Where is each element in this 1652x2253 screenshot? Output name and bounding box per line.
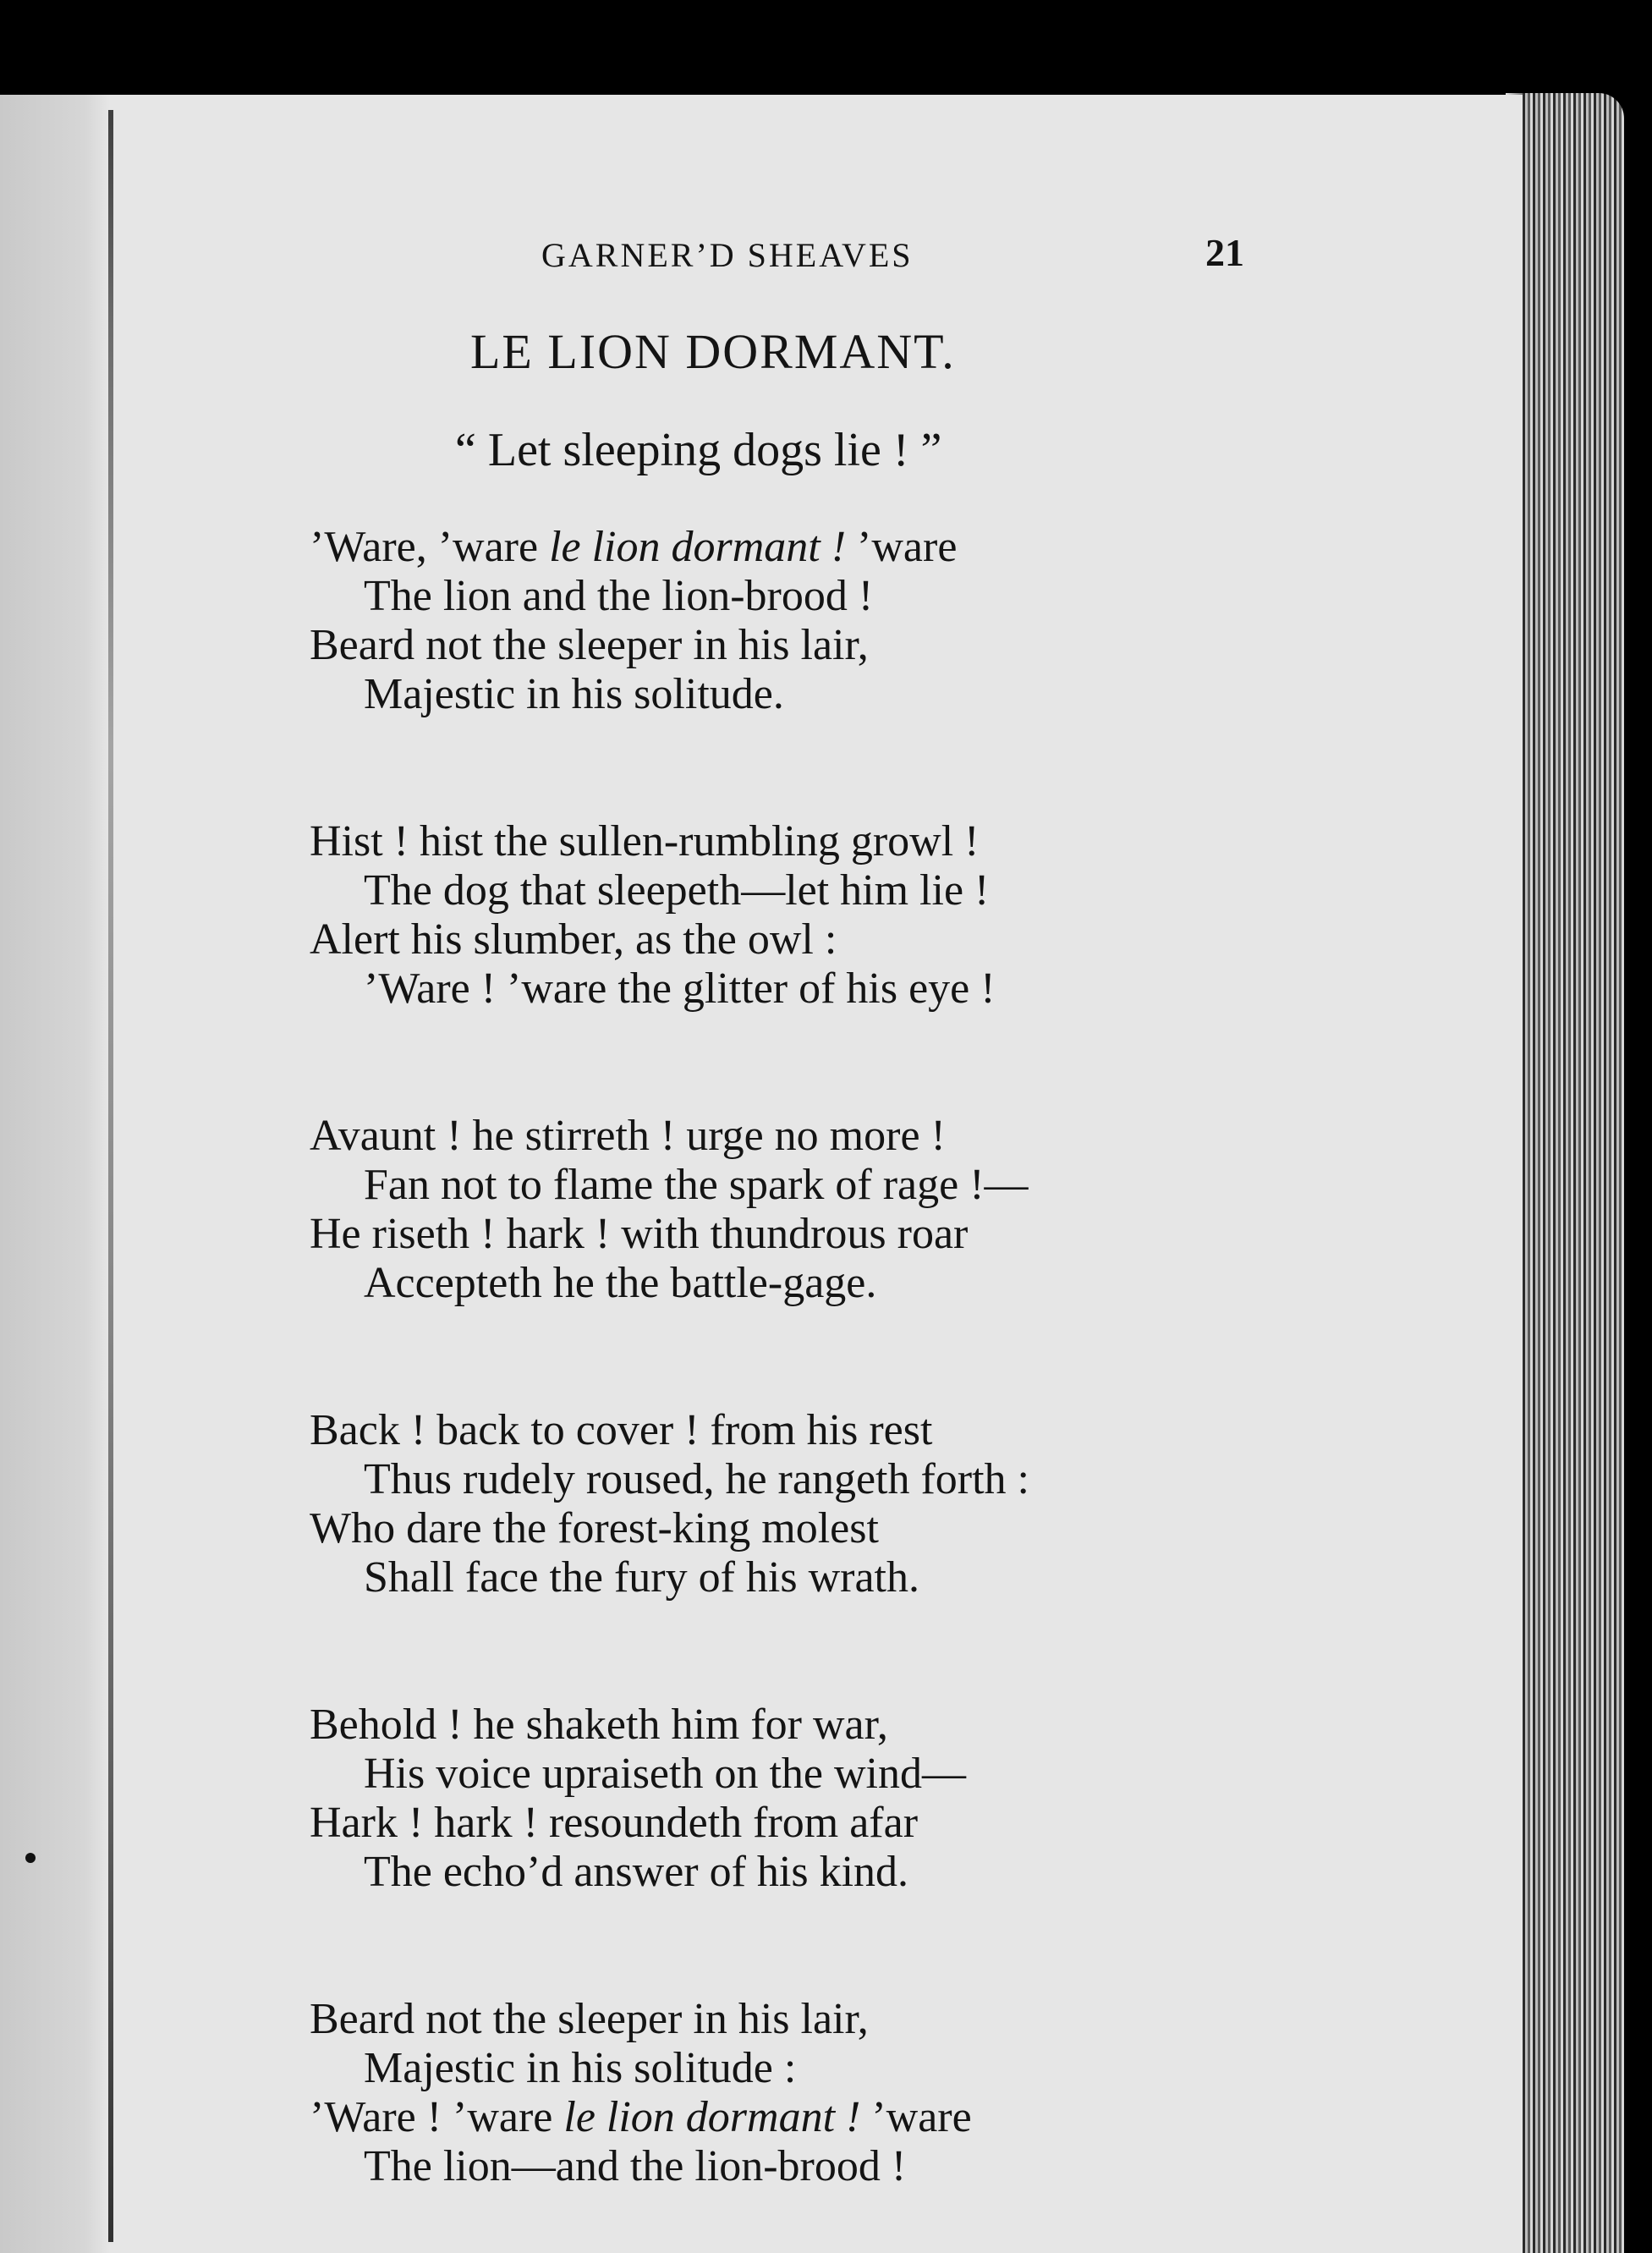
poem-line: Beard not the sleeper in his lair, (310, 621, 869, 669)
page-number: 21 (1205, 231, 1244, 274)
poem-line: Alert his slumber, as the owl : (310, 915, 837, 964)
running-head: GARNER’D SHEAVES (541, 236, 914, 274)
scan-speck (25, 1853, 36, 1863)
poem-line: Fan not to flame the spark of rage !— (364, 1161, 1029, 1209)
gutter-shadow (108, 110, 113, 2242)
italic-phrase: le lion dormant ! (563, 2093, 861, 2141)
stanza (310, 1112, 1257, 1308)
poem-line: The dog that sleepeth—let him lie ! (364, 866, 990, 915)
poem-line: Thus rudely roused, he rangeth forth : (364, 1455, 1030, 1503)
poem-line: The echo’d answer of his kind. (364, 1848, 909, 1896)
poem-line: Beard not the sleeper in his lair, (310, 1995, 869, 2043)
poem-body (310, 523, 1257, 2253)
poem-line: His voice upraiseth on the wind— (364, 1750, 966, 1798)
line-text: ’ware (846, 523, 958, 571)
line-text: ’ware (860, 2093, 972, 2141)
epigraph: “ Let sleeping dogs lie ! ” (455, 424, 942, 476)
poem-line: ’Ware ! ’ware the glitter of his eye ! (364, 964, 996, 1013)
poem-line: He riseth ! hark ! with thundrous roar (310, 1210, 969, 1258)
stanza (310, 523, 1257, 719)
poem-line: Avaunt ! he stirreth ! urge no more ! (310, 1112, 946, 1160)
italic-phrase: le lion dormant ! (549, 523, 847, 571)
page-gutter (0, 95, 110, 2253)
stanza (310, 1701, 1257, 1897)
poem-line: Accepteth he the battle-gage. (364, 1259, 877, 1307)
poem-line: Who dare the forest-king molest (310, 1504, 879, 1552)
poem-line: Hist ! hist the sullen-rumbling growl ! (310, 817, 980, 865)
poem-line (310, 2093, 1257, 2142)
stanza (310, 1995, 1257, 2191)
poem-line: Majestic in his solitude. (364, 670, 784, 718)
stanza (310, 1406, 1257, 1602)
line-text: ’Ware, ’ware (310, 523, 550, 571)
poem-line: Behold ! he shaketh him for war, (310, 1701, 888, 1749)
poem-title: LE LION DORMANT. (470, 324, 956, 379)
poem-line: The lion and the lion-brood ! (364, 572, 874, 620)
stanza (310, 817, 1257, 1014)
poem-line: Back ! back to cover ! from his rest (310, 1406, 933, 1454)
poem-line: Shall face the fury of his wrath. (364, 1553, 920, 1602)
stacked-page-edges (1523, 93, 1624, 2253)
poem-line (310, 523, 1257, 572)
line-text: ’Ware ! ’ware (310, 2093, 564, 2141)
poem-line: Majestic in his solitude : (364, 2044, 797, 2092)
poem-line: Hark ! hark ! resoundeth from afar (310, 1799, 919, 1847)
poem-line: The lion—and the lion-brood ! (364, 2142, 907, 2190)
